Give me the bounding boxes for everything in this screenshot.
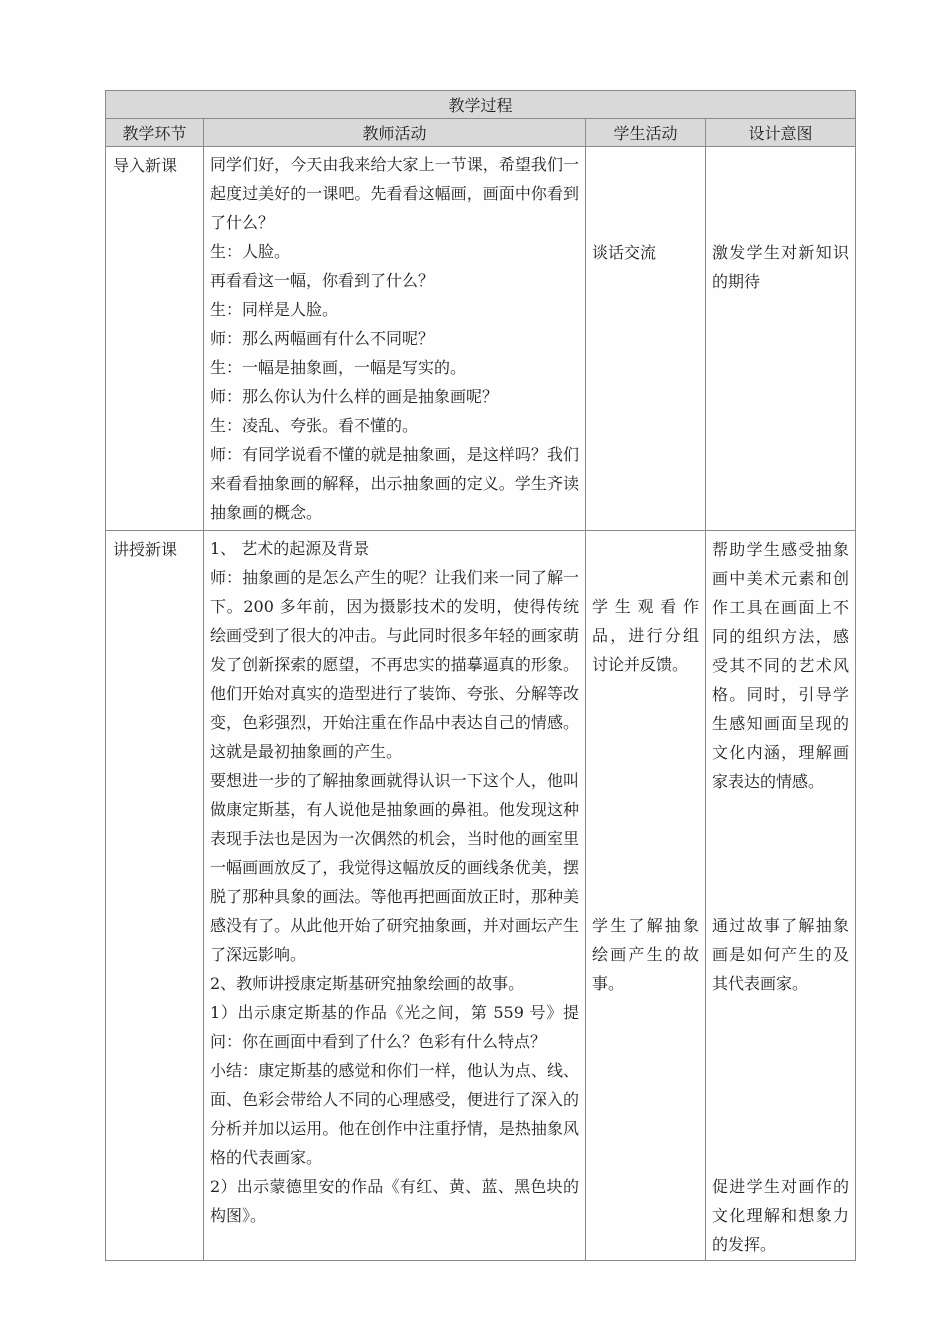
teacher-activity-cell-intro bbox=[204, 147, 586, 531]
student-activity-cell-intro bbox=[586, 147, 706, 531]
table-header-row bbox=[106, 119, 856, 147]
column-header-stage: 教学环节 bbox=[106, 119, 204, 147]
column-header-design-intent: 设计意图 bbox=[706, 119, 856, 147]
design-intent-cell-intro bbox=[706, 147, 856, 531]
student-paragraph: 学生了解抽象绘画产生的故事。 bbox=[592, 916, 699, 993]
teacher-paragraph: 师：那么你认为什么样的画是抽象画呢？ bbox=[210, 387, 499, 406]
table-row-intro bbox=[106, 147, 856, 531]
teacher-paragraph: 生：同样是人脸。 bbox=[210, 300, 339, 319]
intent-paragraph: 激发学生对新知识的期待 bbox=[712, 243, 850, 291]
student-paragraph: 谈话交流 bbox=[592, 243, 657, 262]
column-header-student-activity: 学生活动 bbox=[586, 119, 706, 147]
table-title-row bbox=[106, 91, 856, 119]
teacher-paragraph: 师：抽象画的是怎么产生的呢？让我们来一同了解一下。200 多年前，因为摄影技术的发明，使得传统绘画受到了很大的冲击。与此同时很多年轻的画家萌发了创新探索的愿望，不再忠实的描摹逼真的形象。他们开始对真实的造型进行了装饰、夸张、分解等改变，色彩强烈，开始注重在作品中表达自己的情感。这就是最初抽象画的产生。 bbox=[210, 568, 579, 761]
teacher-paragraph: 小结：康定斯基的感觉和你们一样，他认为点、线、面、色彩会带给人不同的心理感受，便进行了深入的分析并加以运用。他在创作中注重抒情，是热抽象风格的代表画家。 bbox=[210, 1061, 579, 1167]
table-title: 教学过程 bbox=[106, 91, 856, 119]
student-paragraph: 学生观看作品，进行分组讨论并反馈。 bbox=[592, 597, 699, 674]
teacher-paragraph: 1、 艺术的起源及背景 bbox=[210, 539, 370, 558]
teacher-paragraph: 2）出示蒙德里安的作品《有红、黄、蓝、黑色块的构图》。 bbox=[210, 1177, 579, 1225]
teacher-paragraph: 生：凌乱、夸张。看不懂的。 bbox=[210, 416, 419, 435]
intent-paragraph: 通过故事了解抽象画是如何产生的及其代表画家。 bbox=[712, 916, 850, 993]
teacher-activity-cell-teach bbox=[204, 531, 586, 1261]
teacher-paragraph: 同学们好，今天由我来给大家上一节课，希望我们一起度过美好的一课吧。先看看这幅画，画面中你看到了什么？ bbox=[210, 155, 579, 232]
teacher-paragraph: 再看看这一幅，你看到了什么？ bbox=[210, 271, 435, 290]
teacher-paragraph: 师：那么两幅画有什么不同呢？ bbox=[210, 329, 435, 348]
intent-paragraph: 促进学生对画作的文化理解和想象力的发挥。 bbox=[712, 1177, 850, 1254]
student-activity-cell-teach bbox=[586, 531, 706, 1261]
intent-paragraph: 帮助学生感受抽象画中美术元素和创作工具在画面上不同的组织方法，感受其不同的艺术风格。同时，引导学生感知画面呈现的文化内涵，理解画家表达的情感。 bbox=[712, 540, 850, 791]
stage-cell-intro: 导入新课 bbox=[106, 147, 204, 531]
table-row-teach bbox=[106, 531, 856, 1261]
teacher-paragraph: 1）出示康定斯基的作品《光之间，第 559 号》提问：你在画面中看到了什么？色彩有什么特点？ bbox=[210, 1003, 579, 1051]
lesson-plan-table bbox=[105, 90, 856, 1261]
teacher-paragraph: 生：人脸。 bbox=[210, 242, 291, 261]
teacher-paragraph: 师：有同学说看不懂的就是抽象画，是这样吗？我们来看看抽象画的解释，出示抽象画的定义。学生齐读抽象画的概念。 bbox=[210, 445, 579, 522]
column-header-teacher-activity: 教师活动 bbox=[204, 119, 586, 147]
teacher-paragraph: 要想进一步的了解抽象画就得认识一下这个人，他叫做康定斯基，有人说他是抽象画的鼻祖。他发现这种表现手法也是因为一次偶然的机会，当时他的画室里一幅画画放反了，我觉得这幅放反的画线条优美，摆脱了那种具象的画法。等他再把画面放正时，那种美感没有了。从此他开始了研究抽象画，并对画坛产生了深远影响。 bbox=[210, 771, 579, 964]
stage-cell-teach: 讲授新课 bbox=[106, 531, 204, 1261]
design-intent-cell-teach bbox=[706, 531, 856, 1261]
teacher-paragraph: 生：一幅是抽象画，一幅是写实的。 bbox=[210, 358, 467, 377]
teacher-paragraph: 2、教师讲授康定斯基研究抽象绘画的故事。 bbox=[210, 974, 525, 993]
